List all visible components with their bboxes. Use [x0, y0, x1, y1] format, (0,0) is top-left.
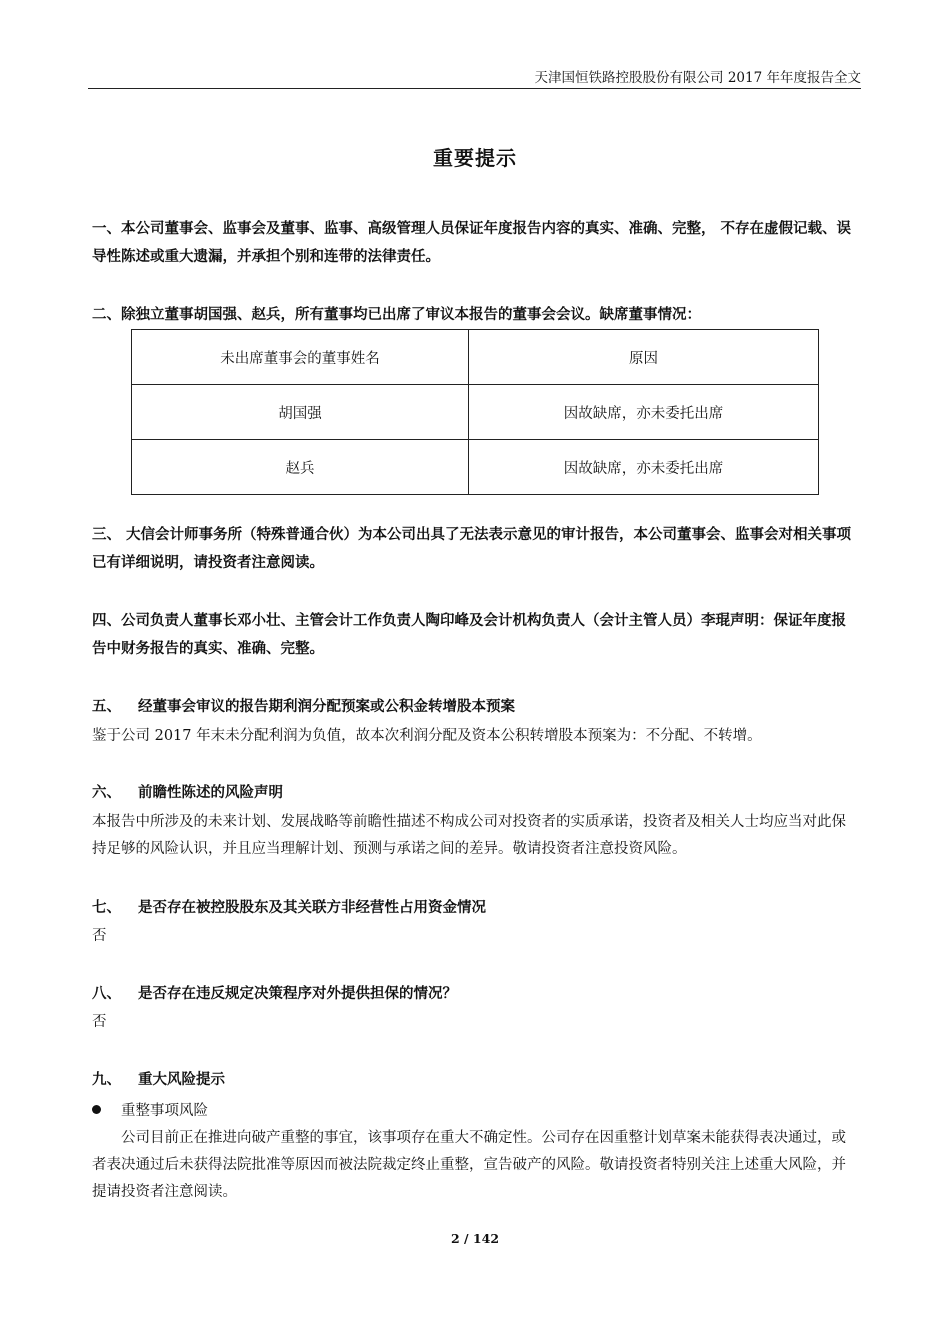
table-header-reason: 原因 — [469, 330, 819, 385]
section-5-body: 鉴于公司 2017 年末未分配利润为负值，故本次利润分配及资本公积转增股本预案为：不分配、不转增。 — [92, 728, 762, 744]
section-7-heading — [92, 894, 860, 922]
section-2: 二、除独立董事胡国强、赵兵，所有董事均已出席了审议本报告的董事会会议。缺席董事情况： — [92, 307, 701, 323]
table-cell-name: 赵兵 — [132, 440, 469, 495]
section-7-title: 是否存在被控股股东及其关联方非经营性占用资金情况 — [138, 900, 486, 916]
section-5-title: 经董事会审议的报告期利润分配预案或公积金转增股本预案 — [138, 699, 515, 715]
section-7-number: 七、 — [92, 900, 121, 916]
section-6-heading — [92, 779, 860, 807]
table-cell-name: 胡国强 — [132, 385, 469, 440]
section-8-body: 否 — [92, 1014, 107, 1030]
section-9-heading — [92, 1066, 860, 1094]
section-8-heading — [92, 980, 860, 1008]
section-5-heading — [92, 693, 860, 721]
table-row — [132, 385, 819, 440]
risk-bullet-item — [92, 1098, 208, 1125]
table-cell-reason: 因故缺席，亦未委托出席 — [469, 385, 819, 440]
section-9-title: 重大风险提示 — [138, 1072, 225, 1088]
section-9-number: 九、 — [92, 1072, 121, 1088]
risk-bullet-label: 重整事项风险 — [121, 1103, 208, 1119]
section-8-number: 八、 — [92, 986, 121, 1002]
section-3: 三、 大信会计师事务所（特殊普通合伙）为本公司出具了无法表示意见的审计报告，本公司董事会、监事会对相关事项已有详细说明，请投资者注意阅读。 — [92, 527, 852, 571]
section-1: 一、本公司董事会、监事会及董事、监事、高级管理人员保证年度报告内容的真实、准确、完整， 不存在虚假记载、误导性陈述或重大遗漏，并承担个别和连带的法律责任。 — [92, 221, 852, 265]
page-number: 2 / 142 — [450, 1231, 500, 1246]
header-title: 天津国恒铁路控股股份有限公司 2017 年年度报告全文 — [534, 70, 861, 86]
table-cell-reason: 因故缺席，亦未委托出席 — [469, 440, 819, 495]
page-header — [88, 62, 861, 89]
section-4: 四、公司负责人董事长邓小壮、主管会计工作负责人陶印峰及会计机构负责人（会计主管人员）李琨声明：保证年度报告中财务报告的真实、准确、完整。 — [92, 613, 846, 657]
section-6-body: 本报告中所涉及的未来计划、发展战略等前瞻性描述不构成公司对投资者的实质承诺，投资者及相关人士均应当对此保持足够的风险认识，并且应当理解计划、预测与承诺之间的差异。敬请投资者注意投资风险。 — [92, 814, 846, 857]
section-5-number: 五、 — [92, 699, 121, 715]
section-8-title: 是否存在违反规定决策程序对外提供担保的情况？ — [138, 986, 457, 1002]
section-6-title: 前瞻性陈述的风险声明 — [138, 785, 283, 801]
bullet-dot-icon — [92, 1105, 101, 1114]
table-row — [132, 440, 819, 495]
absent-directors-table — [131, 329, 819, 495]
section-6-number: 六、 — [92, 785, 121, 801]
section-9-body: 公司目前正在推进向破产重整的事宜，该事项存在重大不确定性。公司存在因重整计划草案未能获得表决通过，或者表决通过后未获得法院批准等原因而被法院裁定终止重整，宣告破产的风险。敬请投资者特别关注上述重大风险，并提请投资者注意阅读。 — [92, 1130, 846, 1200]
table-header-name: 未出席董事会的董事姓名 — [132, 330, 469, 385]
section-7-body: 否 — [92, 928, 107, 944]
document-title: 重要提示 — [433, 146, 517, 170]
table-header-row — [132, 330, 819, 385]
